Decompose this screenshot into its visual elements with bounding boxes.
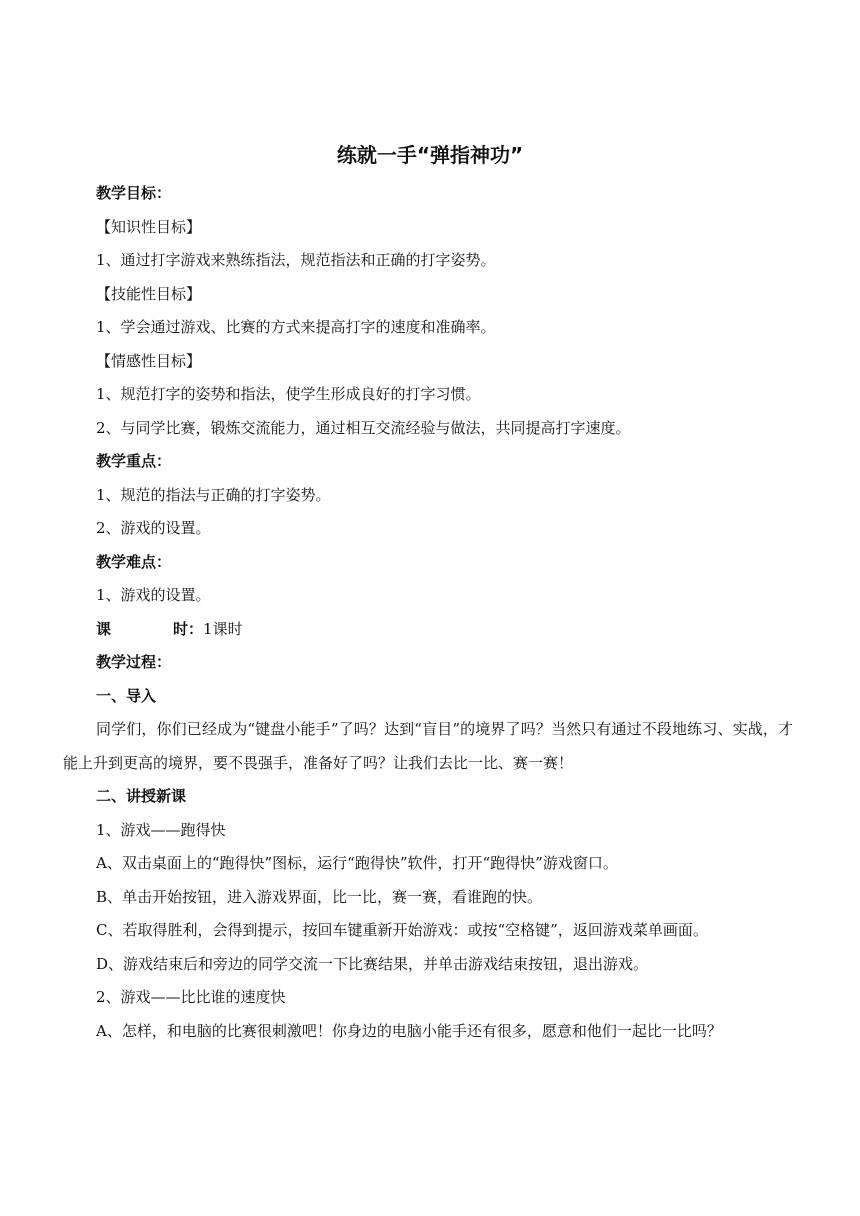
key-point-1: 1、规范的指法与正确的打字姿势。 bbox=[96, 485, 331, 504]
game-1-step-b: B、单击开始按钮，进入游戏界面，比一比，赛一赛，看谁跑的快。 bbox=[96, 887, 543, 906]
section-1-heading: 一、导入 bbox=[96, 686, 157, 705]
section-1-paragraph: 同学们，你们已经成为“键盘小能手”了吗？达到“盲目”的境界了吗？当然只有通过不段地练习、实战，才能上升到更高的境界，要不畏强手，准备好了吗？让我们去比一比、赛一赛！ bbox=[63, 720, 793, 772]
process-heading: 教学过程： bbox=[96, 653, 172, 671]
key-points-heading: 教学重点： bbox=[96, 452, 172, 470]
emotion-heading: 【情感性目标】 bbox=[96, 351, 202, 370]
knowledge-item-1: 1、通过打字游戏来熟练指法，规范指法和正确的打字姿势。 bbox=[96, 251, 496, 269]
game-1-step-c: C、若取得胜利，会得到提示，按回车键重新开始游戏：或按“空格键”，返回游戏菜单画面。 bbox=[96, 921, 708, 939]
class-period-value: 1课时 bbox=[203, 619, 243, 638]
skill-heading: 【技能性目标】 bbox=[96, 284, 202, 303]
key-point-2: 2、游戏的设置。 bbox=[96, 519, 211, 537]
class-period-label-a: 课 bbox=[96, 619, 112, 638]
game-1-step-a: A、双击桌面上的“跑得快”图标，运行“跑得快”软件，打开“跑得快”游戏窗口。 bbox=[96, 854, 618, 872]
document-title: 练就一手“弹指神功” bbox=[336, 143, 524, 167]
document-body bbox=[63, 177, 793, 1048]
class-period-label-b: 时： bbox=[173, 619, 204, 638]
game-2-step-a: A、怎样，和电脑的比赛很刺激吧！你身边的电脑小能手还有很多，愿意和他们一起比一比吗？ bbox=[96, 1021, 722, 1040]
emotion-item-1: 1、规范打字的姿势和指法，使学生形成良好的打字习惯。 bbox=[96, 385, 481, 403]
section-2-heading: 二、讲授新课 bbox=[96, 787, 187, 805]
difficulty-item-1: 1、游戏的设置。 bbox=[96, 586, 211, 604]
goals-heading: 教学目标： bbox=[96, 184, 172, 202]
emotion-item-2: 2、与同学比赛，锻炼交流能力，通过相互交流经验与做法，共同提高打字速度。 bbox=[96, 418, 631, 437]
game-1-step-d: D、游戏结束后和旁边的同学交流一下比赛结果，并单击游戏结束按钮，退出游戏。 bbox=[96, 954, 649, 973]
difficulty-heading: 教学难点： bbox=[96, 552, 172, 571]
game-2-heading: 2、游戏——比比谁的速度快 bbox=[96, 988, 286, 1006]
skill-item-1: 1、学会通过游戏、比赛的方式来提高打字的速度和准确率。 bbox=[96, 318, 496, 336]
class-period-line bbox=[63, 613, 793, 647]
knowledge-heading: 【知识性目标】 bbox=[96, 217, 202, 236]
game-1-heading: 1、游戏——跑得快 bbox=[96, 820, 226, 839]
